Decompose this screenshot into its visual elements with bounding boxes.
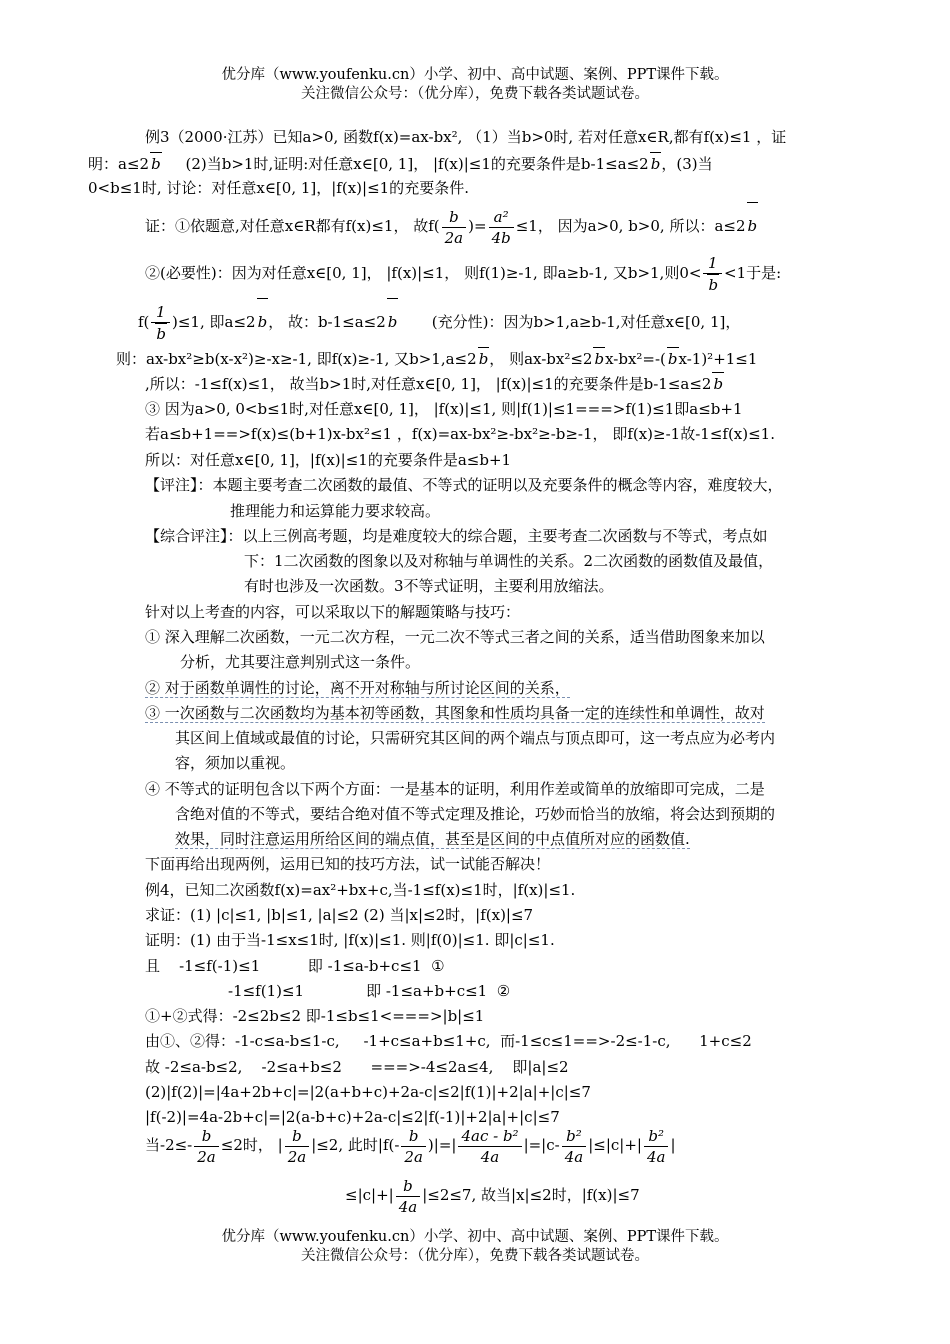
text: |≤2, 此时|f(-: [311, 1136, 400, 1154]
text: 效果，同时注意运用所给区间的端点值，甚至是区间的中点值所对应的函数值.: [175, 830, 690, 848]
fraction-b2-over-4a: [644, 1126, 669, 1167]
page-header: [0, 66, 950, 104]
sqrt-b: b: [593, 347, 605, 370]
strategy-2: [145, 677, 570, 699]
text: 证：①依题意,对任意x∈R都有f(x)≤1， 故f(: [145, 217, 440, 235]
proof-step-2b: [138, 298, 740, 345]
example4-line10: |f(-2)|=4a-2b+c|=|2(a-b+c)+2a-c|≤2|f(-1)|+2|a|+|c|≤7: [145, 1108, 560, 1126]
text: ≤1， 因为a>0, b>0, 所以：a≤2: [515, 217, 746, 235]
example3-line3: 0<b≤1时, 讨论：对任意x∈[0, 1]，|f(x)|≤1的充要条件.: [88, 179, 469, 197]
strategy-3-line-3: 容，须加以重视。: [175, 754, 296, 772]
sqrt-b: b: [747, 202, 759, 249]
denominator: 4b: [491, 228, 511, 247]
sqrt-b: b: [712, 372, 724, 395]
sqrt-b: b: [708, 276, 719, 294]
denominator: 2a: [287, 1147, 307, 1166]
text: (2)当b>1时,证明:对任意x∈[0, 1]， |f(x)|≤1的充要条件是b-1≤a≤2: [185, 155, 649, 173]
example4-line4: 且 -1≤f(-1)≤1 即 -1≤a-b+c≤1 ①: [145, 957, 445, 975]
text: )=: [468, 217, 487, 235]
numerator: b: [396, 1176, 421, 1197]
comment-line-1: 【评注】：本题主要考查二次函数的最值、不等式的证明以及充要条件的概念等内容，难度较大，: [145, 476, 783, 494]
denominator: 2a: [404, 1147, 423, 1166]
example4-line6: ①+②式得：-2≤2b≤2 即-1≤b≤1<===>|b|≤1: [145, 1007, 485, 1025]
numerator: a²: [489, 207, 514, 228]
strategy-3-line-1: [145, 702, 765, 724]
comment-line-2: 推理能力和运算能力要求较高。: [230, 502, 441, 520]
denominator: [151, 323, 170, 344]
denominator: 2a: [444, 228, 464, 247]
summary-comment-line-3: 有时也涉及一次函数。3不等式证明，主要利用放缩法。: [244, 577, 614, 595]
example4-line2: 求证：(1) |c|≤1, |b|≤1, |a|≤2 (2) 当|x|≤2时，|f(x)|≤7: [145, 906, 534, 924]
footer-line-1: 优分库（www.youfenku.cn）小学、初中、高中试题、案例、PPT课件下载。: [221, 1229, 729, 1245]
text: ≤2时， |: [220, 1136, 283, 1154]
sqrt-b: b: [150, 152, 162, 175]
sqrt-b: b: [667, 347, 679, 370]
text: <1于是:: [724, 264, 782, 282]
numerator: b²: [644, 1126, 669, 1147]
text: |: [670, 1136, 676, 1154]
example4-line9: (2)|f(2)|=|4a+2b+c|=|2(a+b+c)+2a-c|≤2|f(1)|+2|a|+|c|≤7: [145, 1083, 591, 1101]
text: ， 故：b-1≤a≤2: [268, 313, 386, 331]
text: )≤1, 即a≤2: [172, 313, 256, 331]
text: ② 对于函数单调性的讨论，离不开对称轴与所讨论区间的关系，: [145, 679, 570, 697]
text: (充分性)：因为b>1,a≥b-1,对任意x∈[0, 1]，: [431, 313, 741, 331]
denominator: [703, 274, 722, 295]
example4-line1: 例4，已知二次函数f(x)=ax²+bx+c,当-1≤f(x)≤1时，|f(x)|≤1.: [145, 881, 576, 899]
denominator: 4a: [398, 1197, 418, 1216]
text: 则：ax-bx²≥b(x-x²)≥-x≥-1, 即f(x)≥-1, 又b>1,a≤2: [116, 350, 477, 368]
fraction-b-over-4a: [396, 1176, 421, 1217]
example4-line8: 故 -2≤a-b≤2, -2≤a+b≤2 ===>-4≤2a≤4, 即|a|≤2: [145, 1058, 569, 1076]
text: f(: [138, 313, 150, 331]
proof-step-2: [145, 250, 781, 296]
text: |=|c-: [523, 1136, 560, 1154]
example4-line3: 证明：(1) 由于当-1≤x≤1时, |f(x)|≤1. 则|f(0)|≤1. 即|c|≤1.: [145, 931, 555, 949]
summary-comment-line-2: 下：1二次函数的图象以及对称轴与单调性的关系。2二次函数的函数值及最值，: [244, 552, 774, 570]
fraction-b-over-2a: [442, 207, 467, 248]
fraction-b-over-2a: [194, 1126, 219, 1167]
strategies-intro: 针对以上考查的内容，可以采取以下的解题策略与技巧：: [145, 603, 521, 621]
fraction-1-over-sqrt-b: [703, 253, 722, 295]
strategy-3-line-2: 其区间上值域或最值的讨论，只需研究其区间的两个端点与顶点即可，这一考点应为必考内: [175, 729, 776, 747]
example4-line7: 由①、②得：-1-c≤a-b≤1-c, -1+c≤a+b≤1+c, 而-1≤c≤1==>-2≤-1-c, 1+c≤2: [145, 1032, 752, 1050]
text: x-1)²+1≤1: [678, 350, 758, 368]
example3-line1: 例3（2000·江苏）已知a>0, 函数f(x)=ax-bx², （1）当b>0时, 若对任意x∈R,都有f(x)≤1 ，证: [145, 128, 787, 146]
proof-step-3c: 所以：对任意x∈[0, 1]，|f(x)|≤1的充要条件是a≤b+1: [145, 451, 512, 469]
numerator: 1: [151, 302, 170, 323]
sqrt-b: b: [257, 298, 269, 345]
strategy-1-line-2: 分析，尤其要注意判别式这一条件。: [180, 653, 421, 671]
proof-step-2d: [145, 372, 724, 395]
text: |≤|c|+|: [588, 1136, 642, 1154]
proof-step-3b: 若a≤b+1==>f(x)≤(b+1)x-bx²≤1 ，f(x)=ax-bx²≥-bx²≥-b≥-1， 即f(x)≥-1故-1≤f(x)≤1.: [145, 425, 775, 443]
summary-comment-line-1: 【综合评注】：以上三例高考题，均是难度较大的综合题，主要考查二次函数与不等式，考点如: [145, 527, 768, 545]
text: 明：a≤2: [88, 155, 150, 173]
strategy-4-line-1: ④ 不等式的证明包含以下两个方面：一是基本的证明，利用作差或简单的放缩即可完成，二是: [145, 780, 765, 798]
example3-line2: [88, 152, 713, 175]
sqrt-b: b: [387, 298, 399, 345]
numerator: b: [442, 207, 467, 228]
numerator: b: [194, 1126, 219, 1147]
example4-line5: -1≤f(1)≤1 即 -1≤a+b+c≤1 ②: [228, 982, 511, 1000]
strategy-1-line-1: ① 深入理解二次函数，一元二次方程，一元二次不等式三者之间的关系，适当借助图象来加以: [145, 628, 765, 646]
footer-line-2: 关注微信公众号：（优分库），免费下载各类试题试卷。: [301, 1248, 649, 1264]
denominator: 4a: [480, 1147, 500, 1166]
numerator: b: [401, 1126, 426, 1147]
text: x-bx²=-(: [605, 350, 666, 368]
numerator: b²: [562, 1126, 587, 1147]
proof-step-3: ③ 因为a>0, 0<b≤1时,对任意x∈[0, 1]， |f(x)|≤1, 则|f(1)|≤1===>f(1)≤1即a≤b+1: [145, 400, 743, 418]
text: ③ 一次函数与二次函数均为基本初等函数，其图象和性质均具备一定的连续性和单调性，故对: [145, 704, 765, 722]
text: ②(必要性)：因为对任意x∈[0, 1]， |f(x)|≤1， 则f(1)≥-1, 即a≥b-1, 又b>1,则0<: [145, 264, 702, 282]
example4-line11: [145, 1122, 676, 1168]
fraction-b-over-2a: [401, 1126, 426, 1167]
fraction-a2-over-4b: [489, 207, 514, 248]
header-line-2: 关注微信公众号：（优分库），免费下载各类试题试卷。: [301, 86, 649, 102]
page-footer: [0, 1228, 950, 1266]
fraction-4ac-b2-over-4a: [458, 1126, 521, 1167]
next-examples-intro: 下面再给出现两例，运用已知的技巧方法，试一试能否解决！: [145, 855, 551, 873]
text: ， 则ax-bx²≤2: [489, 350, 593, 368]
text: 当-2≤-: [145, 1136, 193, 1154]
fraction-b2-over-4a: [562, 1126, 587, 1167]
sqrt-b: b: [156, 325, 167, 343]
text: ,所以：-1≤f(x)≤1， 故当b>1时,对任意x∈[0, 1]， |f(x)|≤1的充要条件是b-1≤a≤2: [145, 375, 712, 393]
denominator: 4a: [564, 1147, 584, 1166]
fraction-b-over-2a: [285, 1126, 310, 1167]
strategy-4-line-2: 含绝对值的不等式，要结合绝对值不等式定理及推论，巧妙而恰当的放缩，将会达到预期的: [175, 805, 776, 823]
strategy-4-line-3: [175, 828, 690, 850]
numerator: b: [285, 1126, 310, 1147]
text: ，(3)当: [661, 155, 713, 173]
numerator: 4ac - b²: [458, 1126, 521, 1147]
sqrt-b: b: [478, 347, 490, 370]
text: )|=|: [427, 1136, 457, 1154]
text: |≤2≤7, 故当|x|≤2时，|f(x)|≤7: [422, 1186, 640, 1204]
text: ≤|c|+|: [345, 1186, 394, 1204]
denominator: 2a: [197, 1147, 216, 1166]
denominator: 4a: [646, 1147, 666, 1166]
proof-step-2c: [116, 347, 757, 370]
numerator: 1: [703, 253, 722, 274]
fraction-1-over-sqrt-b: [151, 302, 170, 344]
example4-line12: [345, 1172, 640, 1218]
proof-step-1: [145, 202, 758, 249]
sqrt-b: b: [650, 152, 662, 175]
header-line-1: 优分库（www.youfenku.cn）小学、初中、高中试题、案例、PPT课件下载。: [221, 67, 729, 83]
